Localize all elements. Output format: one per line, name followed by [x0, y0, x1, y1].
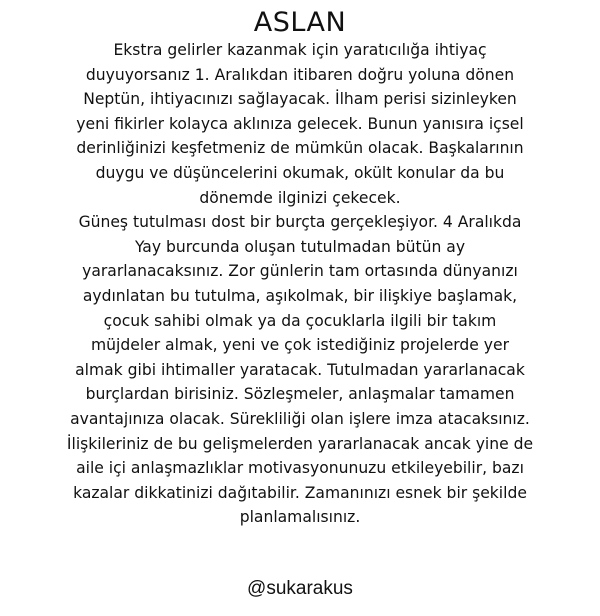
body-line: çocuk sahibi olmak ya da çocuklarla ilgili bir takım [103, 311, 497, 330]
author-handle: @sukarakus [247, 578, 353, 599]
body-line: yararlanacaksınız. Zor günlerin tam ortasında dünyanızı [82, 262, 518, 281]
body-line: müjdeler almak, yeni ve çok istediğiniz projelerde yer [91, 336, 509, 355]
body-line: Yay burcunda oluşan tutulmadan bütün ay [134, 237, 466, 256]
body-line: Ekstra gelirler kazanmak için yaratıcılığa ihtiyaç [113, 41, 487, 59]
body-line: aile içi anlaşmazlıklar motivasyonunuzu etkileyebilir, bazı [76, 459, 524, 478]
body-line: Güneş tutulması dost bir burçta gerçekleşiyor. 4 Aralıkda [78, 213, 522, 232]
body-line: duygu ve düşüncelerini okumak, okült konular da bu [95, 163, 505, 182]
body-line: avantajınıza olacak. Sürekliliği olan işlere imza atacaksınız. [70, 409, 530, 428]
body-line: yeni fikirler kolayca aklınıza gelecek. Bunun yanısıra içsel [76, 114, 524, 133]
post-body [0, 38, 600, 530]
body-line: derinliğinizi keşfetmeniz de mümkün olacak. Başkalarının [76, 139, 524, 158]
body-line: kazalar dikkatinizi dağıtabilir. Zamanınızı esnek bir şekilde [73, 483, 527, 502]
body-line: İlişkileriniz de bu gelişmelerden yararlanacak ancak yine de [66, 434, 534, 453]
body-line: dönemde ilginizi çekecek. [199, 188, 401, 207]
body-line: almak gibi ihtimaller yaratacak. Tutulmadan yararlanacak [75, 360, 525, 379]
body-line: burçlardan birisiniz. Sözleşmeler, anlaşmalar tamamen [85, 385, 515, 404]
body-line: Neptün, ihtiyacınızı sağlayacak. İlham perisi sizinleyken [83, 90, 517, 109]
body-line: planlamalısınız. [239, 508, 361, 527]
post-title: ASLAN [253, 7, 347, 38]
body-line: duyuyorsanız 1. Aralıkdan itibaren doğru yoluna dönen [85, 65, 515, 84]
body-line: aydınlatan bu tutulma, aşıkolmak, bir ilişkiye başlamak, [82, 286, 518, 305]
